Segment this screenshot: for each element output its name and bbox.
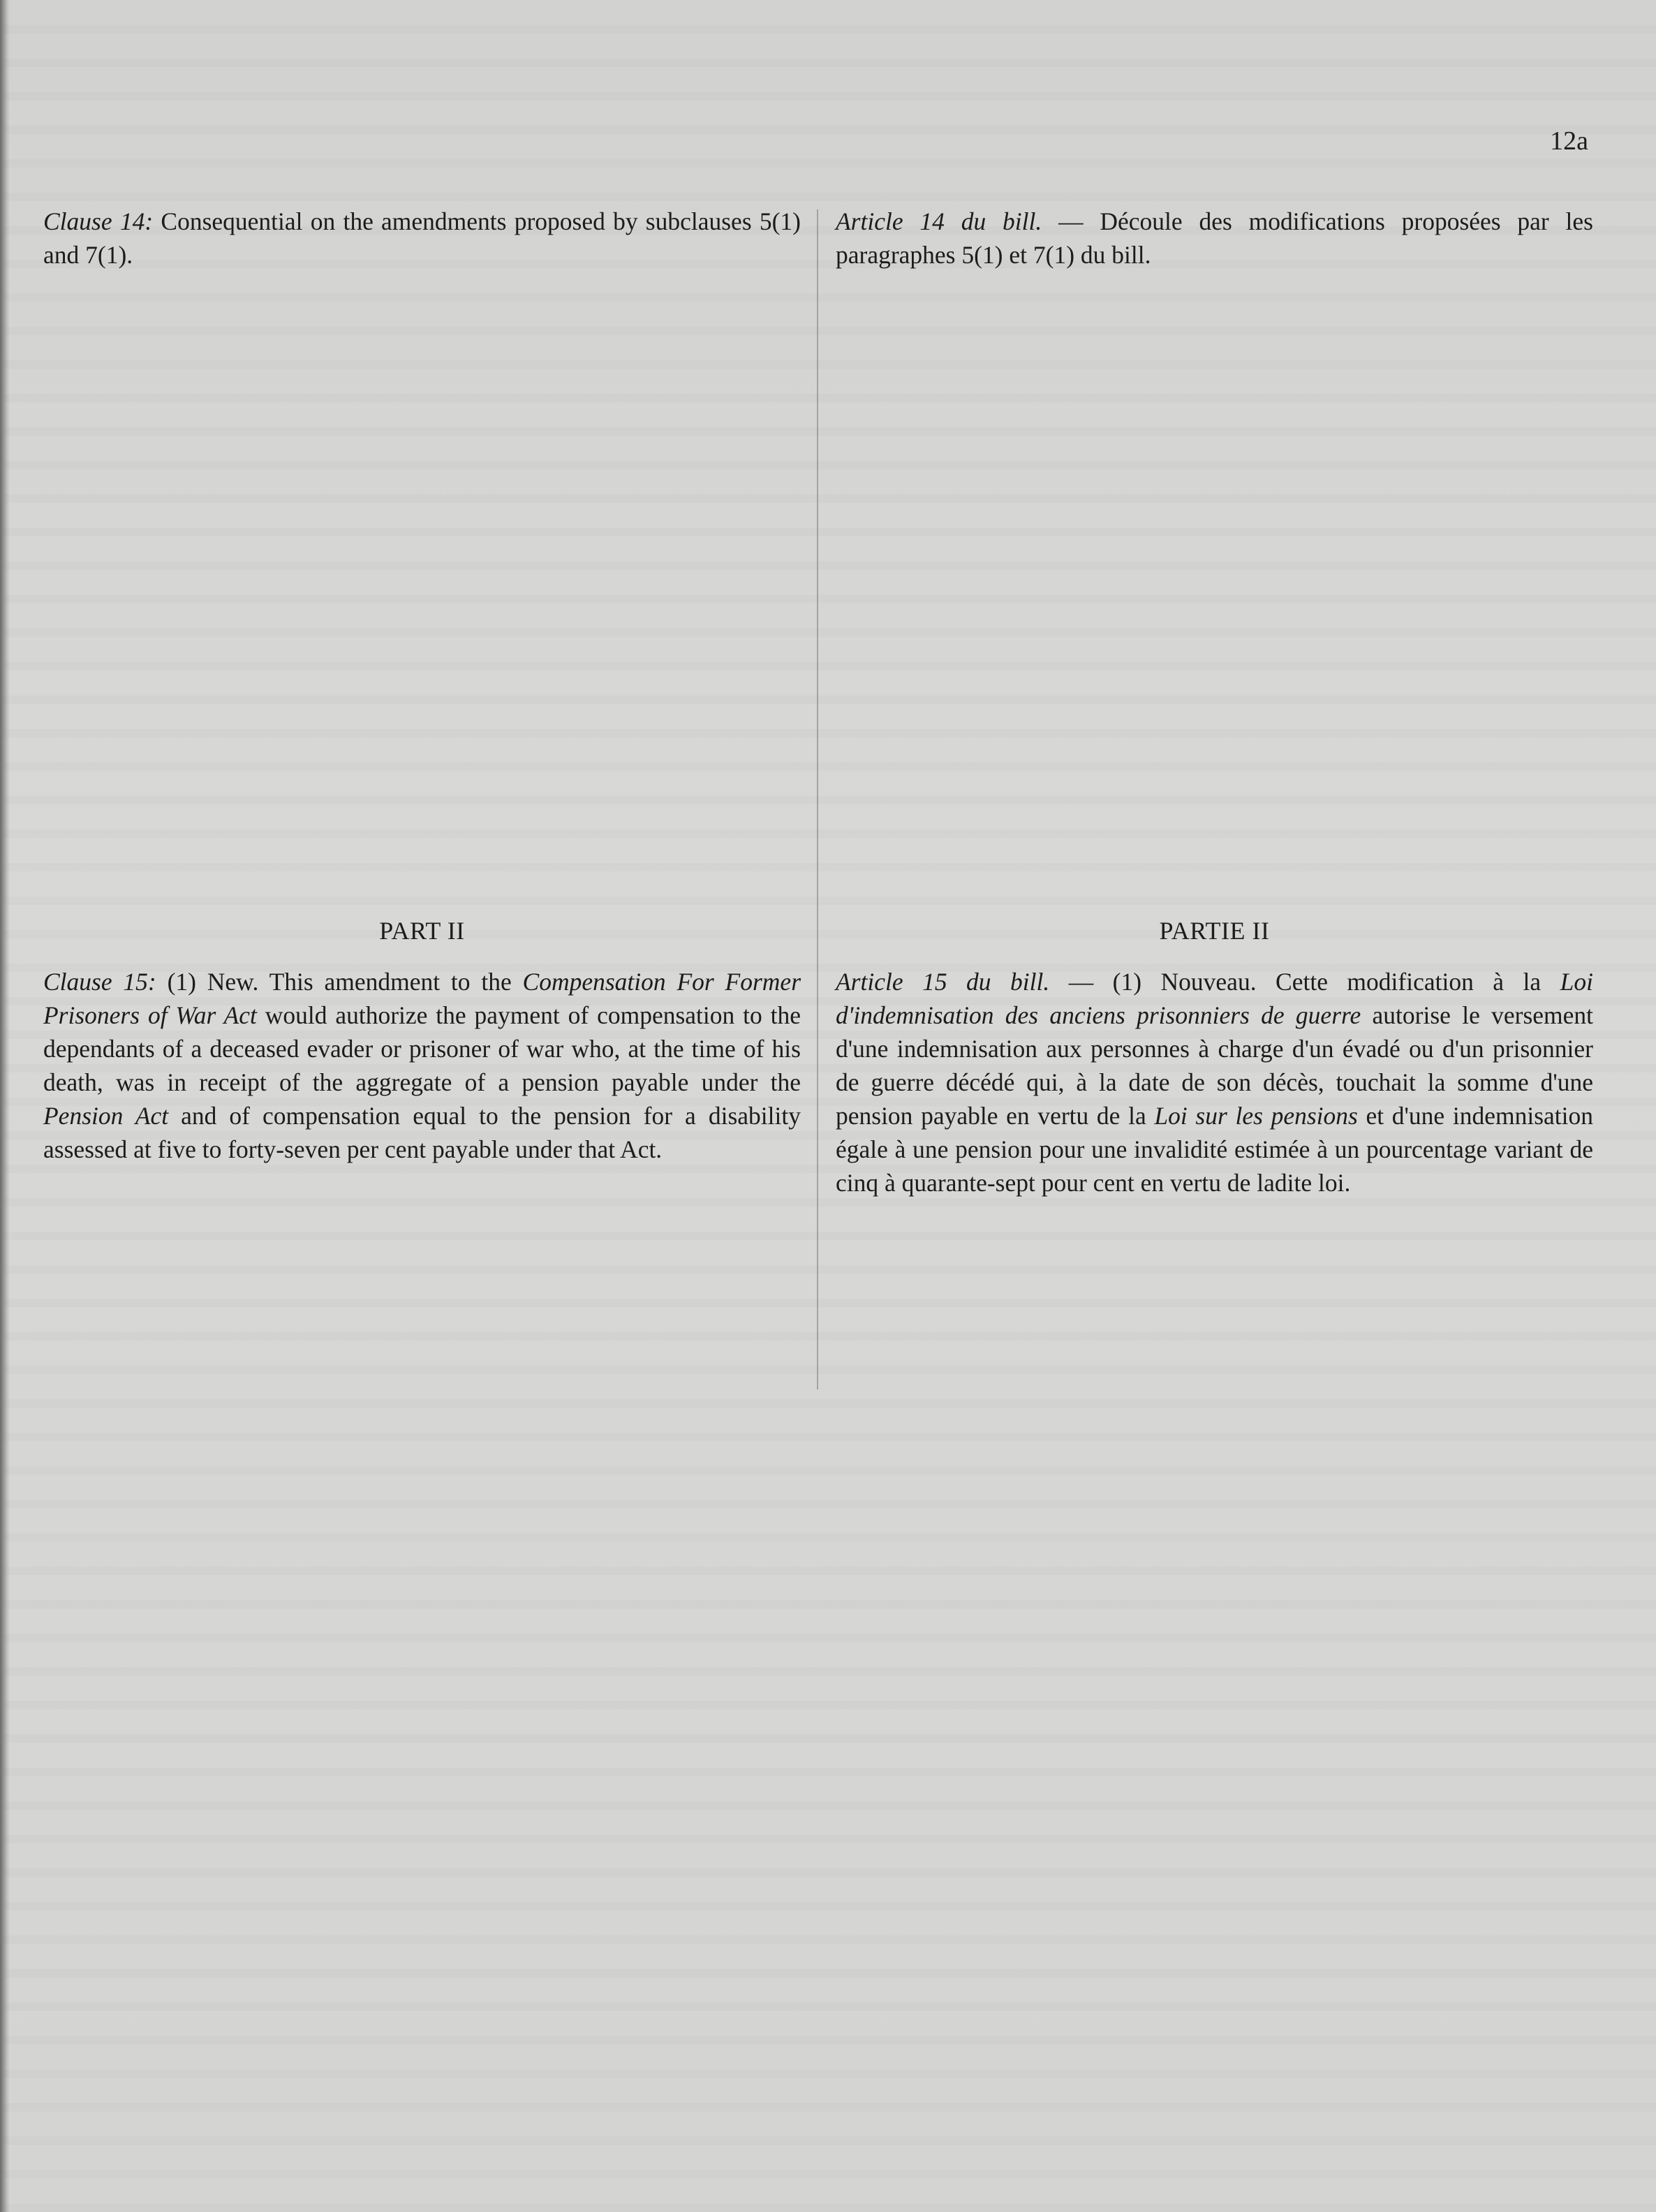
clause-15-text-b-en: would authorize the payment of compensation to the dependants of a deceased evader or prisoner of war who, at the time of his death, was in receipt of the aggregate of a pension payable under the [43,1001,801,1096]
clause-14-lead-en: Clause 14: [43,207,154,235]
clause-15-pension-act-fr: Loi sur les pensions [1154,1102,1358,1130]
clause-15-text-c-fr: et d'une indemnisation égale à une pension pour une invalidité estimée à un pourcentage variant de cinq à quarante-sept pour cent en vertu de ladite loi. [836,1102,1593,1197]
clause-15-text-c-en: and of compensation equal to the pension for a disability assessed at five to forty-seven per cent payable under that Act. [43,1102,801,1163]
clause-15-pension-act-en: Pension Act [43,1102,169,1130]
clause-14-text-en: Consequential on the amendments proposed by subclauses 5(1) and 7(1). [43,207,801,269]
page-number: 12a [1550,126,1588,156]
part-heading-fr: PARTIE II [1159,917,1270,945]
clause-15-text-b-fr: autorise le versement d'une indemnisation aux personnes à charge d'un évadé ou d'un prisonnier de guerre décédé qui, à la date de son décès, touchait la somme d'une pension payable en vertu de la [836,1001,1593,1130]
clause-15-text-a-en: (1) New. This amendment to the [156,968,523,996]
clause-15-note-fr [836,965,1593,1200]
clause-15-act-title-fr: Loi d'indemnisation des anciens prisonniers de guerre [836,968,1593,1029]
clause-14-lead-fr: Article 14 du bill. [836,207,1042,235]
clause-15-lead-en: Clause 15: [43,968,156,996]
clause-15-lead-fr: Article 15 du bill. [836,968,1050,996]
column-divider [817,209,818,1389]
clause-15-note-en [43,965,801,1166]
page-edge-shadow [0,0,10,2212]
part-heading-en: PART II [379,917,465,945]
clause-14-text-fr: — Découle des modifications proposées par les paragraphes 5(1) et 7(1) du bill. [836,207,1593,269]
clause-14-note-en [43,205,801,272]
clause-14-note-fr [836,205,1593,272]
clause-15-text-a-fr: — (1) Nouveau. Cette modification à la [1049,968,1560,996]
clause-15-act-title-en: Compensation For Former Prisoners of War Act [43,968,801,1029]
